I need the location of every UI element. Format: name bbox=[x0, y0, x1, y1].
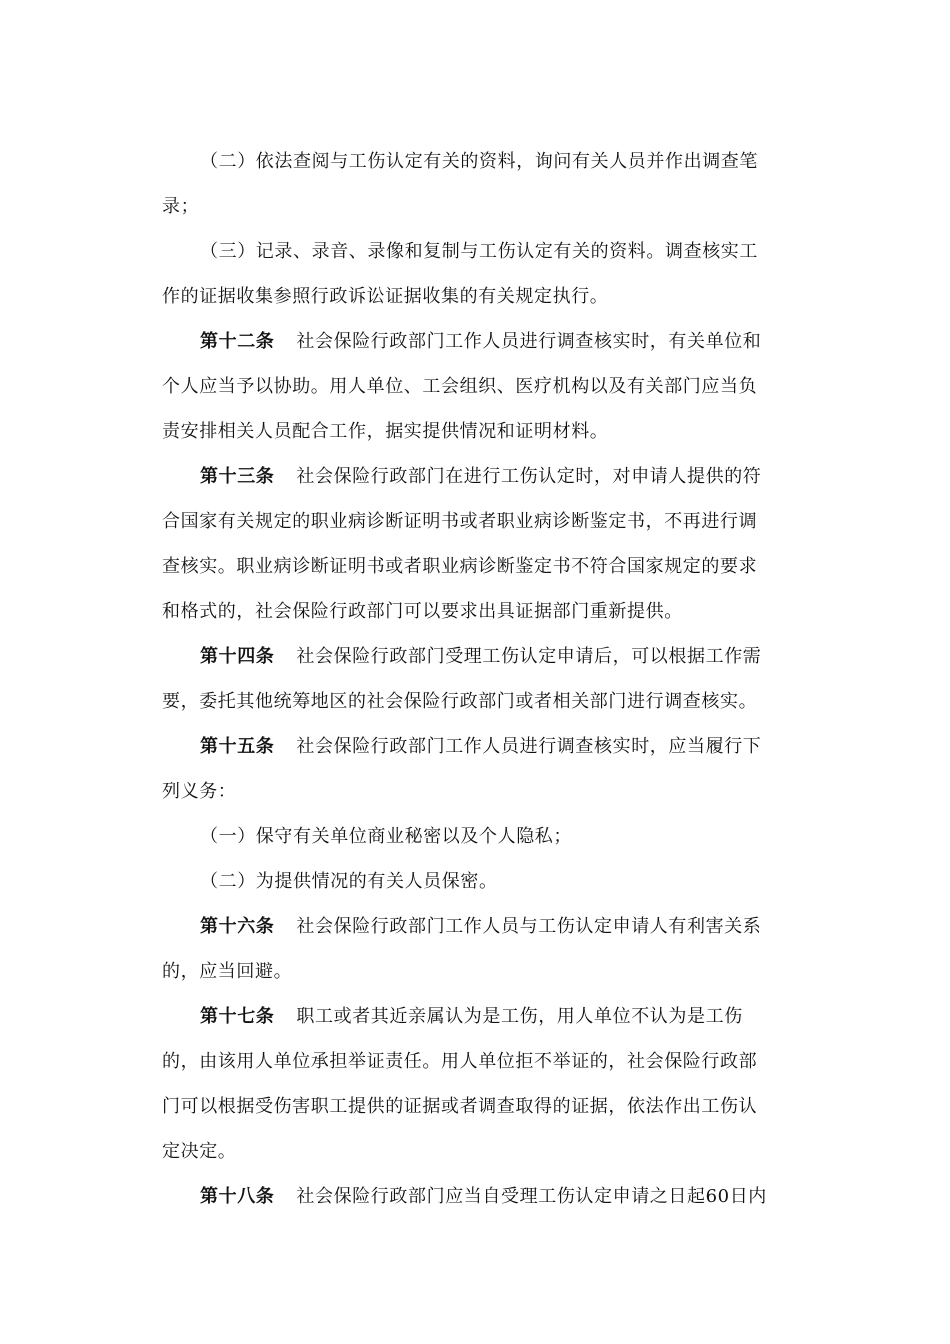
paragraph-line bbox=[162, 192, 802, 222]
paragraph-line bbox=[200, 147, 840, 177]
article-number: 第十五条 bbox=[200, 736, 275, 757]
article-number: 第十四条 bbox=[200, 646, 275, 667]
line-text: （二）为提供情况的有关人员保密。 bbox=[200, 871, 498, 892]
article-18-heading-line bbox=[200, 1182, 840, 1212]
line-text: 社会保险行政部门工作人员进行调查核实时，有关单位和 bbox=[296, 331, 762, 352]
article-number: 第十八条 bbox=[200, 1186, 275, 1207]
list-item-line bbox=[200, 822, 840, 852]
paragraph-line bbox=[162, 1137, 802, 1167]
article-number: 第十六条 bbox=[200, 916, 275, 937]
line-text: 的，应当回避。 bbox=[162, 961, 293, 982]
article-15-heading-line bbox=[200, 732, 840, 762]
line-text: （二）依法查阅与工伤认定有关的资料，询问有关人员并作出调查笔 bbox=[200, 151, 758, 172]
line-text: 要，委托其他统筹地区的社会保险行政部门或者相关部门进行调查核实。 bbox=[162, 691, 758, 712]
line-text: 责安排相关人员配合工作，据实提供情况和证明材料。 bbox=[162, 421, 609, 442]
line-text: 门可以根据受伤害职工提供的证据或者调查取得的证据，依法作出工伤认 bbox=[162, 1096, 758, 1117]
line-text: 和格式的，社会保险行政部门可以要求出具证据部门重新提供。 bbox=[162, 601, 683, 622]
paragraph-line bbox=[162, 1047, 802, 1077]
line-text: 列义务： bbox=[162, 781, 237, 802]
line-text: 个人应当予以协助。用人单位、工会组织、医疗机构以及有关部门应当负 bbox=[162, 376, 758, 397]
line-text: 查核实。职业病诊断证明书或者职业病诊断鉴定书不符合国家规定的要求 bbox=[162, 556, 758, 577]
article-12-heading-line bbox=[200, 327, 840, 357]
paragraph-line bbox=[162, 552, 802, 582]
line-text: 社会保险行政部门工作人员与工伤认定申请人有利害关系 bbox=[296, 916, 762, 937]
line-text: （一）保守有关单位商业秘密以及个人隐私； bbox=[200, 826, 572, 847]
line-text: 作的证据收集参照行政诉讼证据收集的有关规定执行。 bbox=[162, 286, 609, 307]
paragraph-line bbox=[162, 777, 802, 807]
line-text: 社会保险行政部门受理工伤认定申请后，可以根据工作需 bbox=[296, 646, 762, 667]
line-text: 社会保险行政部门应当自受理工伤认定申请之日起60日内 bbox=[296, 1186, 767, 1207]
article-17-heading-line bbox=[200, 1002, 840, 1032]
article-number: 第十七条 bbox=[200, 1006, 275, 1027]
line-text: 录； bbox=[162, 196, 200, 217]
line-text: （三）记录、录音、录像和复制与工伤认定有关的资料。调查核实工 bbox=[200, 241, 758, 262]
line-text: 的，由该用人单位承担举证责任。用人单位拒不举证的，社会保险行政部 bbox=[162, 1051, 758, 1072]
line-text: 社会保险行政部门工作人员进行调查核实时，应当履行下 bbox=[296, 736, 762, 757]
paragraph-line bbox=[162, 417, 802, 447]
paragraph-line bbox=[200, 237, 840, 267]
paragraph-line bbox=[162, 957, 802, 987]
line-text: 合国家有关规定的职业病诊断证明书或者职业病诊断鉴定书，不再进行调 bbox=[162, 511, 758, 532]
article-13-heading-line bbox=[200, 462, 840, 492]
paragraph-line bbox=[162, 597, 802, 627]
article-number: 第十三条 bbox=[200, 466, 275, 487]
article-16-heading-line bbox=[200, 912, 840, 942]
paragraph-line bbox=[162, 372, 802, 402]
paragraph-line bbox=[162, 1092, 802, 1122]
article-14-heading-line bbox=[200, 642, 840, 672]
line-text: 社会保险行政部门在进行工伤认定时，对申请人提供的符 bbox=[296, 466, 762, 487]
paragraph-line bbox=[162, 687, 802, 717]
line-text: 定决定。 bbox=[162, 1141, 237, 1162]
list-item-line bbox=[200, 867, 840, 897]
paragraph-line bbox=[162, 507, 802, 537]
line-text: 职工或者其近亲属认为是工伤，用人单位不认为是工伤 bbox=[296, 1006, 743, 1027]
paragraph-line bbox=[162, 282, 802, 312]
article-number: 第十二条 bbox=[200, 331, 275, 352]
